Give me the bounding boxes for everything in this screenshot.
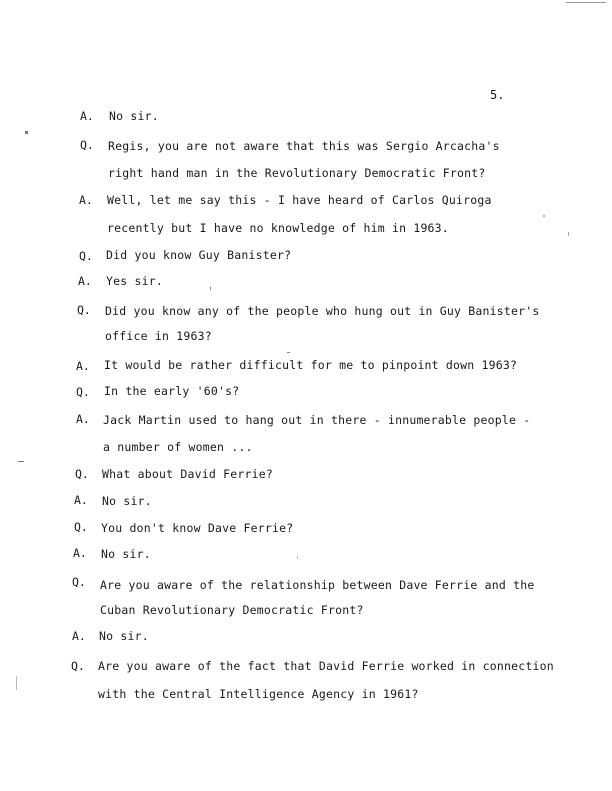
scan-speck: [25, 131, 28, 134]
answer-line: No sir.: [109, 109, 159, 123]
speaker-label: A.: [78, 274, 92, 288]
question-line: In the early '60's?: [104, 384, 240, 398]
speaker-label: Q.: [77, 303, 91, 317]
scan-speck: [16, 676, 17, 690]
answer-line: recently but I have no knowledge of him in 1963.: [107, 221, 449, 235]
question-line: Are you aware of the relationship between Dave Ferrie and the: [100, 578, 535, 592]
answer-line: Well, let me say this - I have heard of Carlos Quiroga: [107, 193, 492, 207]
question-line: Did you know any of the people who hung out in Guy Banister's: [105, 304, 540, 318]
answer-line: No sir.: [101, 547, 151, 561]
speaker-label: Q.: [72, 575, 86, 589]
question-line: office in 1963?: [105, 329, 212, 343]
answer-line: Jack Martin used to hang out in there - innumerable people -: [103, 413, 531, 427]
speaker-label: A.: [73, 546, 87, 560]
question-line: right hand man in the Revolutionary Democratic Front?: [108, 166, 486, 180]
speaker-label: A.: [76, 359, 90, 373]
question-line: Are you aware of the fact that David Ferrie worked in connection: [98, 659, 554, 673]
speaker-label: A.: [74, 493, 88, 507]
page-number: 5.: [490, 88, 505, 102]
question-line: You don't know Dave Ferrie?: [101, 521, 294, 535]
scan-speck: [210, 287, 211, 290]
speaker-label: A.: [79, 193, 93, 207]
answer-line: No sir.: [99, 629, 149, 643]
speaker-label: Q.: [75, 467, 89, 481]
speaker-label: Q.: [79, 249, 93, 263]
question-line: Did you know Guy Banister?: [106, 248, 292, 262]
answer-line: Yes sir.: [106, 274, 163, 288]
answer-line: It would be rather difficult for me to pinpoint down 1963?: [104, 358, 518, 372]
question-line: What about David Ferrie?: [102, 467, 273, 481]
speaker-label: Q.: [74, 520, 88, 534]
answer-line: No sir.: [102, 494, 152, 508]
scan-speck: [568, 232, 569, 236]
question-line: with the Central Intelligence Agency in 1961?: [98, 687, 419, 701]
scan-speck: [287, 352, 290, 353]
speaker-label: Q.: [80, 138, 94, 152]
speaker-label: A.: [72, 629, 86, 643]
speaker-label: A.: [76, 412, 90, 426]
speaker-label: A.: [80, 109, 94, 123]
answer-line: a number of women ...: [103, 440, 253, 454]
question-line: Regis, you are not aware that this was Sergio Arcacha's: [108, 139, 500, 153]
question-line: Cuban Revolutionary Democratic Front?: [100, 603, 364, 617]
scan-speck: [18, 461, 24, 462]
speaker-label: Q.: [76, 385, 90, 399]
speaker-label: Q.: [71, 659, 85, 673]
scan-mark: [566, 2, 606, 3]
scan-speck: [297, 556, 298, 559]
scan-speck: [543, 215, 545, 217]
